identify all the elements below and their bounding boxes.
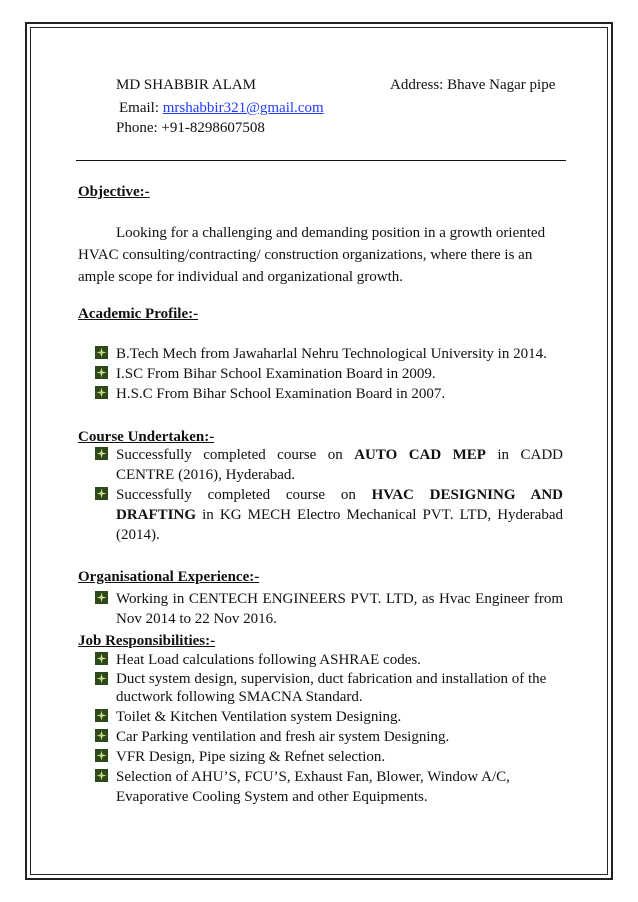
list-item: Duct system design, supervision, duct fabrication and installation of the ductwork following SMACNA Standard. — [95, 670, 563, 706]
flower-bullet-icon — [95, 729, 108, 742]
flower-bullet-icon — [95, 652, 108, 665]
flower-bullet-icon — [95, 672, 108, 685]
list-item: Selection of AHU’S, FCU’S, Exhaust Fan, Blower, Window A/C, Evaporative Cooling System and other Equipments. — [95, 767, 563, 807]
list-item: Working in CENTECH ENGINEERS PVT. LTD, as Hvac Engineer from Nov 2014 to 22 Nov 2016. — [95, 589, 563, 629]
list-item: Successfully completed course on HVAC DESIGNING AND DRAFTING in KG MECH Electro Mechanical PVT. LTD, Hyderabad (2014). — [95, 485, 563, 545]
email-label: Email: — [119, 100, 159, 116]
flower-bullet-icon — [95, 447, 108, 460]
list-item: Successfully completed course on AUTO CAD MEP in CADD CENTRE (2016), Hyderabad. — [95, 445, 563, 485]
responsibilities-heading: Job Responsibilities:- — [78, 633, 216, 649]
phone: Phone: +91-8298607508 — [116, 120, 265, 136]
email-row — [119, 99, 324, 117]
flower-bullet-icon — [95, 769, 108, 782]
header-divider — [76, 160, 566, 161]
courses-heading: Course Undertaken:- — [78, 429, 215, 445]
academic-heading: Academic Profile:- — [78, 306, 199, 322]
flower-bullet-icon — [95, 386, 108, 399]
list-item: I.SC From Bihar School Examination Board in 2009. — [95, 364, 563, 384]
objective-text: Looking for a challenging and demanding position in a growth oriented HVAC consulting/contracting/ construction organizations, where there is an ample scope for individual and organizational growth. — [78, 225, 546, 285]
flower-bullet-icon — [95, 749, 108, 762]
flower-bullet-icon — [95, 346, 108, 359]
flower-bullet-icon — [95, 709, 108, 722]
email-link[interactable]: mrshabbir321@gmail.com — [162, 100, 324, 116]
candidate-name: MD SHABBIR ALAM — [116, 77, 257, 93]
list-item: Car Parking ventilation and fresh air system Designing. — [95, 727, 563, 747]
flower-bullet-icon — [95, 366, 108, 379]
list-item: B.Tech Mech from Jawaharlal Nehru Technological University in 2014. — [95, 344, 563, 364]
experience-heading: Organisational Experience:- — [78, 569, 260, 585]
list-item: Toilet & Kitchen Ventilation system Designing. — [95, 707, 563, 727]
flower-bullet-icon — [95, 591, 108, 604]
list-item: VFR Design, Pipe sizing & Refnet selection. — [95, 747, 563, 767]
flower-bullet-icon — [95, 487, 108, 500]
list-item: Heat Load calculations following ASHRAE codes. — [95, 650, 563, 670]
list-item: H.S.C From Bihar School Examination Board in 2007. — [95, 384, 563, 404]
objective-heading: Objective:- — [78, 184, 150, 200]
address: Address: Bhave Nagar pipe — [390, 77, 556, 93]
